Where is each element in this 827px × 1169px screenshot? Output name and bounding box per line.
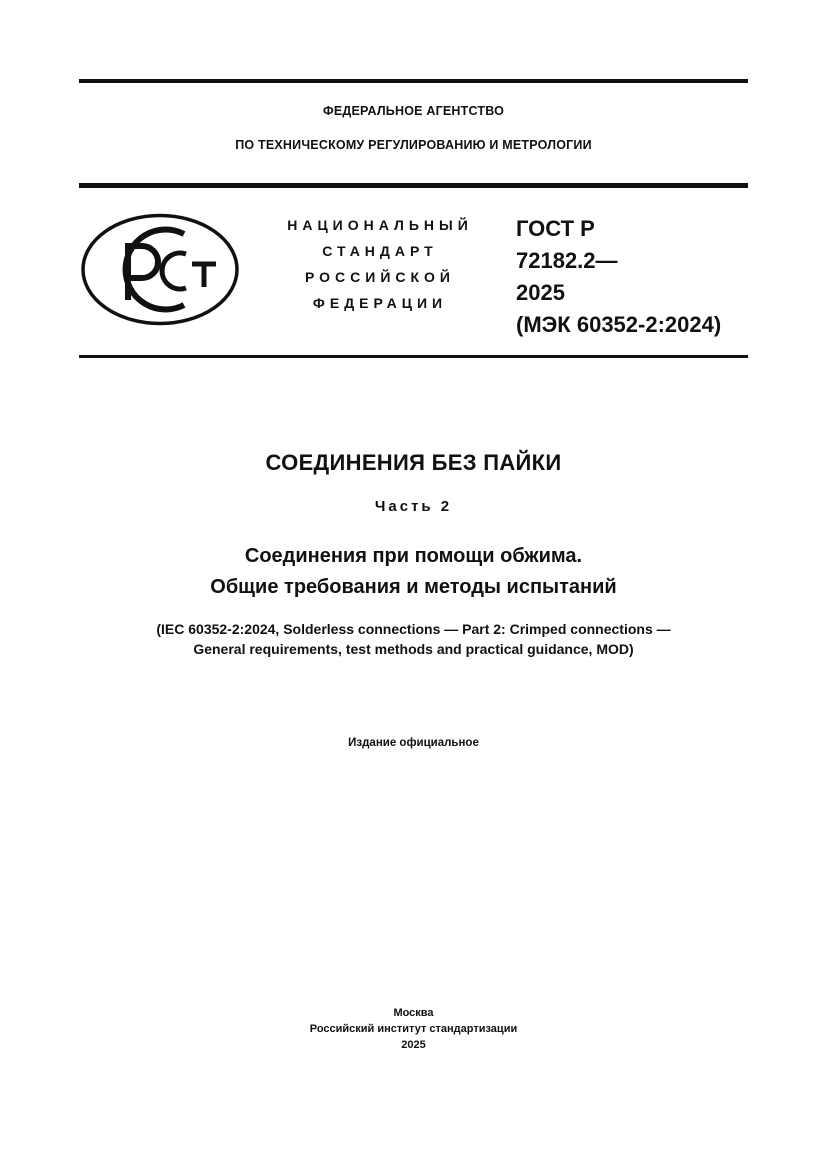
subtitle — [79, 541, 748, 603]
national-standard-line-3: РОССИЙСКОЙ — [305, 269, 455, 285]
publisher-institute: Российский институт стандартизации — [309, 1023, 518, 1035]
subtitle-line-2: Общие требования и методы испытаний — [210, 576, 617, 598]
national-standard-line-2: СТАНДАРТ — [322, 243, 438, 259]
designation-line-2: 72182.2— — [516, 248, 618, 273]
publisher-city: Москва — [393, 1007, 434, 1019]
designation-rule — [79, 355, 748, 358]
national-standard-line-1: НАЦИОНАЛЬНЫЙ — [287, 217, 473, 233]
main-title: СОЕДИНЕНИЯ БЕЗ ПАЙКИ — [265, 450, 562, 475]
national-standard-block — [270, 212, 490, 316]
publisher-year: 2025 — [401, 1039, 426, 1051]
part-label: Часть 2 — [374, 498, 453, 515]
designation-line-3: 2025 — [516, 280, 565, 305]
top-rule — [79, 79, 748, 83]
iec-reference — [79, 619, 748, 659]
designation-line-4: (МЭК 60352-2:2024) — [516, 312, 722, 337]
designation-line-1: ГОСТ Р — [516, 216, 595, 241]
agency-line-2: ПО ТЕХНИЧЕСКОМУ РЕГУЛИРОВАНИЮ И МЕТРОЛОГИИ — [235, 138, 592, 152]
agency-line-1: ФЕДЕРАЛЬНОЕ АГЕНТСТВО — [322, 104, 505, 118]
iec-reference-line-1: (IEC 60352-2:2024, Solderless connections — Part 2: Crimped connections — — [156, 621, 671, 637]
edition-label: Издание официальное — [348, 737, 479, 749]
publisher-footer — [79, 1005, 748, 1053]
designation-block — [516, 213, 721, 341]
header-rule — [79, 183, 748, 188]
subtitle-line-1: Соединения при помощи обжима. — [244, 545, 583, 567]
iec-reference-line-2: General requirements, test methods and practical guidance, MOD) — [193, 641, 634, 657]
rst-logo-icon — [80, 212, 240, 327]
national-standard-line-4: ФЕДЕРАЦИИ — [312, 295, 448, 311]
